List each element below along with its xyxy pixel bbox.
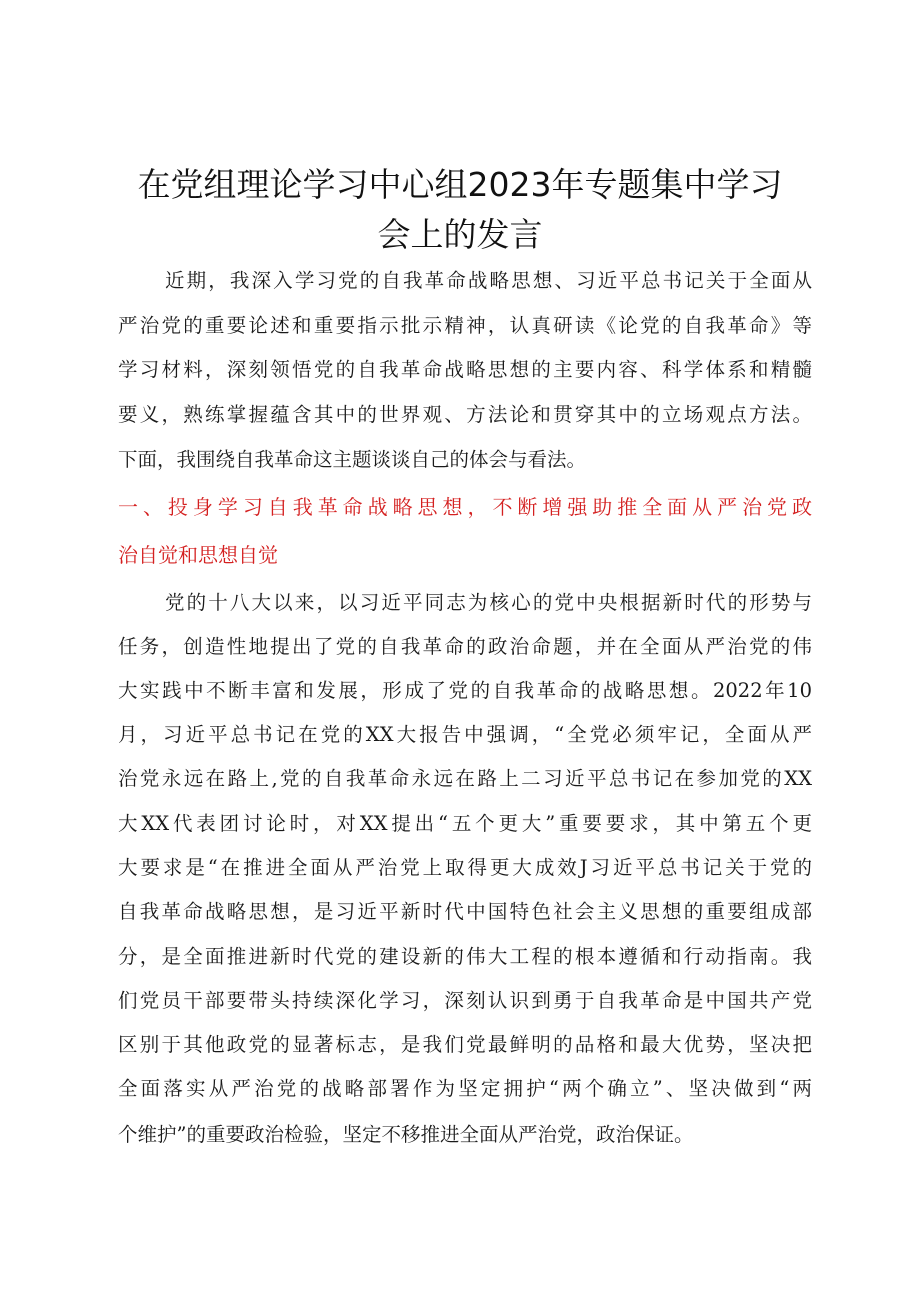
document-title-line-2: 会上的发言 bbox=[377, 215, 543, 254]
body-line: 个维护”的重要政治检验，坚定不移推进全面从严治党，政治保证。 bbox=[118, 1123, 694, 1146]
body-line: 分，是全面推进新时代党的建设新的伟大工程的根本遵循和行动指南。我 bbox=[118, 945, 812, 968]
body-line: 月，习近平总书记在党的XX大报告中强调，“全党必须牢记，全面从严 bbox=[118, 723, 812, 746]
intro-line: 严治党的重要论述和重要指示批示精神，认真研读《论党的自我革命》等 bbox=[118, 314, 812, 337]
body-line: 治党永远在路上,党的自我革命永远在路上二习近平总书记在参加党的XX bbox=[118, 767, 812, 790]
intro-line: 学习材料，深刻领悟党的自我革命战略思想的主要内容、科学体系和精髓 bbox=[118, 358, 812, 381]
body-line: 大实践中不断丰富和发展，形成了党的自我革命的战略思想。2022年10 bbox=[118, 679, 812, 702]
body-line: 自我革命战略思想，是习近平新时代中国特色社会主义思想的重要组成部 bbox=[118, 900, 812, 923]
section-heading-line: 治自觉和思想自觉 bbox=[118, 543, 278, 567]
body-line: 大要求是“在推进全面从严治党上取得更大成效J习近平总书记关于党的 bbox=[118, 856, 812, 879]
body-line: 大XX代表团讨论时，对XX提出“五个更大”重要要求，其中第五个更 bbox=[118, 812, 812, 835]
intro-line: 近期，我深入学习党的自我革命战略思想、习近平总书记关于全面从 bbox=[165, 269, 812, 292]
body-line: 区别于其他政党的显著标志，是我们党最鲜明的品格和最大优势，坚决把 bbox=[118, 1033, 812, 1056]
intro-line: 下面，我围绕自我革命这主题谈谈自己的体会与看法。 bbox=[118, 448, 587, 471]
body-line: 们党员干部要带头持续深化学习，深刻认识到勇于自我革命是中国共产党 bbox=[118, 989, 812, 1012]
body-line: 任务，创造性地提出了党的自我革命的政治命题，并在全面从严治党的伟 bbox=[118, 635, 812, 658]
body-line: 全面落实从严治党的战略部署作为坚定拥护“两个确立”、坚决做到“两 bbox=[118, 1077, 812, 1100]
section-heading-line: 一、投身学习自我革命战略思想，不断增强助推全面从严治党政 bbox=[118, 495, 812, 519]
intro-line: 要义，熟练掌握蕴含其中的世界观、方法论和贯穿其中的立场观点方法。 bbox=[118, 403, 812, 426]
body-line: 党的十八大以来，以习近平同志为核心的党中央根据新时代的形势与 bbox=[165, 591, 812, 614]
document-title-line-1: 在党组理论学习中心组2023年专题集中学习 bbox=[137, 165, 783, 204]
